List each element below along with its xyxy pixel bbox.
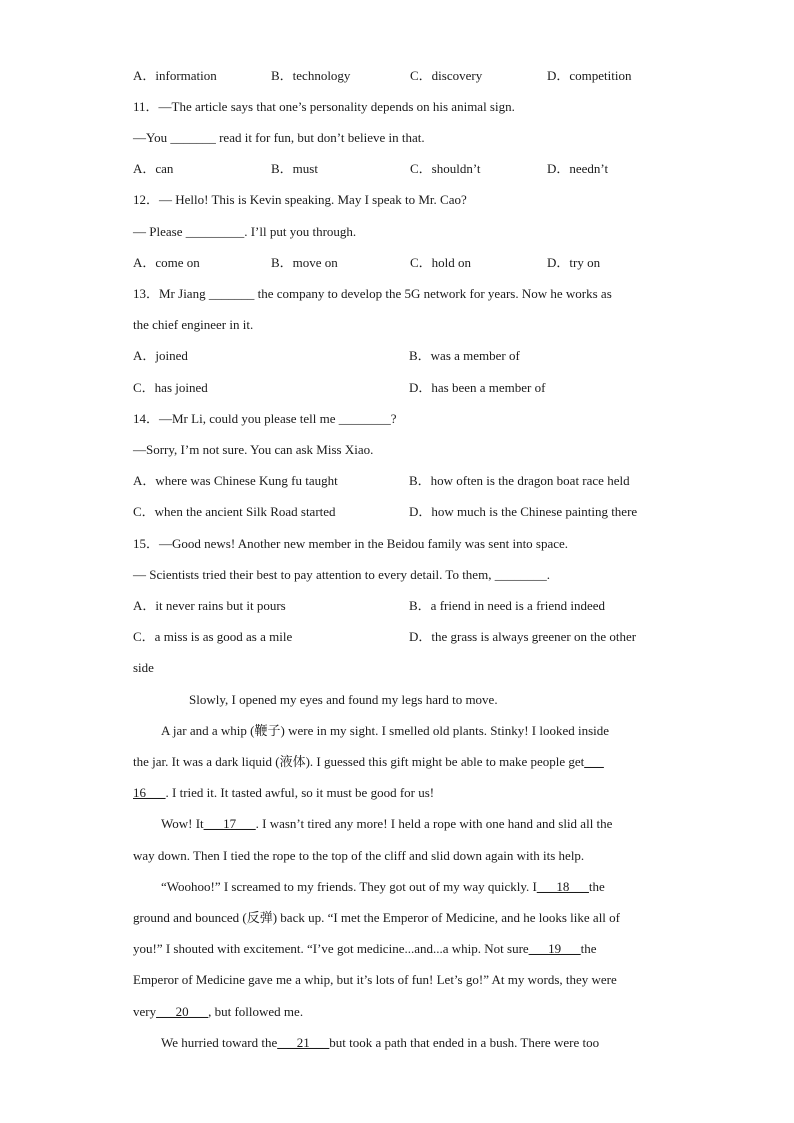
passage-line-11: very___20___, but followed me.: [133, 1004, 304, 1019]
q12-stem: 12．— Hello! This is Kevin speaking. May I speak to Mr. Cao?: [133, 192, 467, 207]
passage-line-10: Emperor of Medicine gave me a whip, but it’s lots of fun! Let’s go!” At my words, they were: [133, 972, 617, 987]
q11-stem: 11．—The article says that one’s personality depends on his animal sign.: [133, 99, 515, 114]
passage-line-2: A jar and a whip (鞭子) were in my sight. I smelled old plants. Stinky! I looked inside: [161, 723, 610, 738]
q10-option-b[interactable]: B．technology: [271, 68, 351, 83]
q15-options-row1: [133, 597, 663, 615]
q13-options-row2: [133, 379, 663, 397]
q12-reply: — Please _________. I’ll put you through.: [133, 224, 357, 239]
q14-stem: 14．—Mr Li, could you please tell me ________?: [133, 411, 397, 426]
q11-reply: —You _______ read it for fun, but don’t believe in that.: [133, 130, 425, 145]
q14-option-d[interactable]: D．how much is the Chinese painting there: [409, 504, 638, 519]
blank-20[interactable]: ___20___: [156, 1004, 209, 1019]
passage-line-7: “Woohoo!” I screamed to my friends. They got out of my way quickly. I___18___the: [161, 879, 605, 894]
q14-option-b[interactable]: B．how often is the dragon boat race held: [409, 473, 630, 488]
q13-stem-line2: the chief engineer in it.: [133, 317, 254, 332]
q13-option-a[interactable]: A．joined: [133, 348, 188, 363]
q10-option-d[interactable]: D．competition: [547, 68, 632, 83]
q14-blank: ________: [338, 411, 391, 426]
blank-16[interactable]: 16___: [133, 785, 166, 800]
passage-line-3: the jar. It was a dark liquid (液体). I guessed this gift might be able to make people get___: [133, 754, 604, 769]
q12-option-b[interactable]: B．move on: [271, 255, 338, 270]
blank-19[interactable]: ___19___: [528, 941, 581, 956]
blank-21[interactable]: ___21___: [277, 1035, 330, 1050]
blank-18[interactable]: ___18___: [536, 879, 589, 894]
q15-option-a[interactable]: A．it never rains but it pours: [133, 598, 286, 613]
q15-option-b[interactable]: B．a friend in need is a friend indeed: [409, 598, 606, 613]
q15-option-c[interactable]: C．a miss is as good as a mile: [133, 629, 293, 644]
q11-option-d[interactable]: D．needn’t: [547, 161, 609, 176]
q12-option-c[interactable]: C．hold on: [410, 255, 472, 270]
q15-blank: ________: [494, 567, 547, 582]
passage-line-5: Wow! It___17___. I wasn’t tired any more! I held a rope with one hand and slid all the: [161, 816, 613, 831]
q14-option-c[interactable]: C．when the ancient Silk Road started: [133, 504, 336, 519]
q12-option-d[interactable]: D．try on: [547, 255, 601, 270]
blank-16-start[interactable]: ___: [584, 754, 604, 769]
q14-option-a[interactable]: A．where was Chinese Kung fu taught: [133, 473, 338, 488]
q11-option-b[interactable]: B．must: [271, 161, 318, 176]
q10-options: [133, 67, 663, 85]
q15-reply: — Scientists tried their best to pay attention to every detail. To them, ________.: [133, 567, 550, 582]
q13-option-c[interactable]: C．has joined: [133, 380, 208, 395]
q11-options: [133, 160, 663, 178]
q11-option-a[interactable]: A．can: [133, 161, 174, 176]
passage-line-12: We hurried toward the___21___but took a path that ended in a bush. There were too: [161, 1035, 600, 1050]
q13-option-d[interactable]: D．has been a member of: [409, 380, 546, 395]
passage-line-9: you!” I shouted with excitement. “I’ve got medicine...and...a whip. Not sure___19___the: [133, 941, 597, 956]
q15-stem: 15．—Good news! Another new member in the Beidou family was sent into space.: [133, 536, 569, 551]
passage-line-6: way down. Then I tied the rope to the top of the cliff and slid down again with its help.: [133, 848, 585, 863]
q11-option-c[interactable]: C．shouldn’t: [410, 161, 481, 176]
q15-option-d-continued: side: [133, 660, 154, 675]
q14-options-row2: [133, 503, 663, 521]
passage-line-8: ground and bounced (反弹) back up. “I met the Emperor of Medicine, and he looks like all of: [133, 910, 620, 925]
q14-options-row1: [133, 472, 663, 490]
q10-option-a[interactable]: A．information: [133, 68, 217, 83]
q15-options-row2: [133, 628, 663, 646]
q13-stem: 13．Mr Jiang _______ the company to develop the 5G network for years. Now he works as: [133, 286, 612, 301]
q12-blank: _________: [185, 224, 245, 239]
q13-blank: _______: [208, 286, 255, 301]
q13-options-row1: [133, 347, 663, 365]
passage-line-4: 16___. I tried it. It tasted awful, so it must be good for us!: [133, 785, 435, 800]
q11-blank: _______: [170, 130, 216, 145]
q10-option-c[interactable]: C．discovery: [410, 68, 483, 83]
q13-option-b[interactable]: B．was a member of: [409, 348, 520, 363]
passage-line-1: Slowly, I opened my eyes and found my legs hard to move.: [189, 692, 498, 707]
q12-options: [133, 254, 663, 272]
q14-reply: —Sorry, I’m not sure. You can ask Miss Xiao.: [133, 442, 374, 457]
q15-option-d[interactable]: D．the grass is always greener on the other: [409, 629, 637, 644]
blank-17[interactable]: ___17___: [203, 816, 256, 831]
q12-option-a[interactable]: A．come on: [133, 255, 200, 270]
